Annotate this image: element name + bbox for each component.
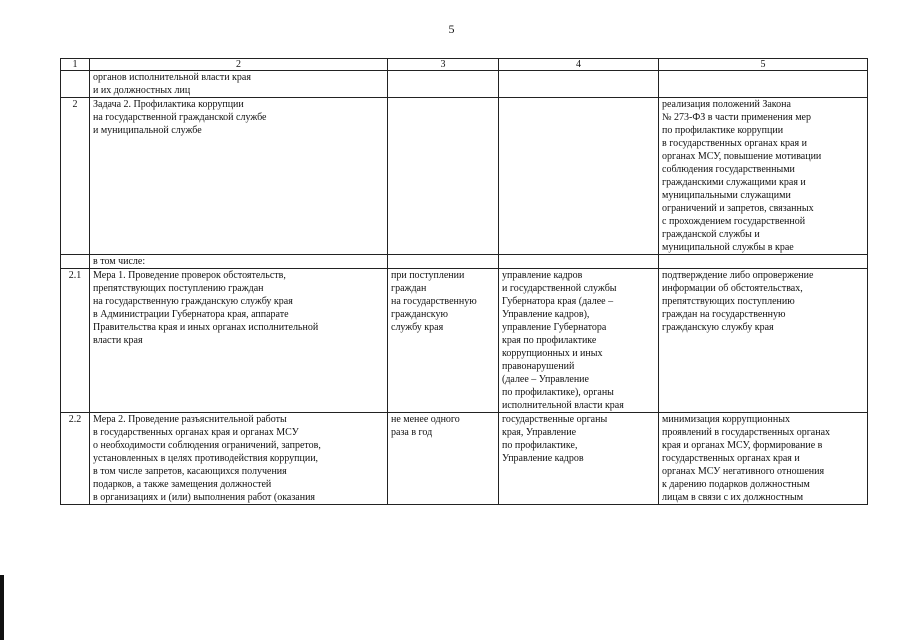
cell-text-line: соблюдения государственными <box>662 164 795 175</box>
cell-text-line: края по профилактике <box>502 335 597 346</box>
row-number-cell <box>61 71 90 98</box>
measure-cell <box>90 255 388 269</box>
cell-text-line: на государственной гражданской службе <box>93 112 267 123</box>
cell-text-line: гражданской службы и <box>662 229 760 240</box>
deadline-cell <box>388 269 499 413</box>
result-cell <box>659 413 868 505</box>
cell-text-line: Правительства края и иных органах исполнительной <box>93 322 319 333</box>
cell-text-line: гражданскую <box>391 309 448 320</box>
cell-text-line: в том числе: <box>93 256 146 267</box>
result-cell <box>659 98 868 255</box>
cell-text-line: по профилактике, <box>502 440 578 451</box>
cell-text-line: установленных в целях противодействия коррупции, <box>93 453 319 464</box>
cell-text-line: края и органах МСУ, формирование в <box>662 440 823 451</box>
cell-text-line: с прохождением государственной <box>662 216 806 227</box>
deadline-cell <box>388 255 499 269</box>
cell-text-line: № 273-ФЗ в части применения мер <box>662 112 811 123</box>
cell-text-line: исполнительной власти края <box>502 400 624 411</box>
cell-text-line: Управление кадров <box>502 453 584 464</box>
cell-text-line: по профилактике коррупции <box>662 125 784 136</box>
cell-text-line: и муниципальной службе <box>93 125 202 136</box>
cell-text-line: Задача 2. Профилактика коррупции <box>93 99 244 110</box>
cell-text-line: органов исполнительной власти края <box>93 72 251 83</box>
responsible-cell <box>499 98 659 255</box>
result-cell <box>659 255 868 269</box>
cell-text-line: в государственных органах края и <box>662 138 807 149</box>
measures-table <box>60 58 868 505</box>
measure-cell <box>90 98 388 255</box>
result-cell <box>659 71 868 98</box>
cell-text-line: и их должностных лиц <box>93 85 191 96</box>
cell-text-line: органах МСУ негативного отношения <box>662 466 825 477</box>
cell-text-line: в государственных органах края и органах МСУ <box>93 427 299 438</box>
cell-text-line: власти края <box>93 335 143 346</box>
cell-text-line: о необходимости соблюдения ограничений, запретов, <box>93 440 321 451</box>
responsible-cell <box>499 269 659 413</box>
cell-text-line: Мера 1. Проведение проверок обстоятельств, <box>93 270 286 281</box>
cell-text-line: управление кадров <box>502 270 583 281</box>
column-header: 4 <box>499 59 659 71</box>
responsible-cell <box>499 255 659 269</box>
table-row <box>61 255 868 269</box>
cell-text-line: Мера 2. Проведение разъяснительной работы <box>93 414 287 425</box>
row-number-cell <box>61 255 90 269</box>
row-number-cell: 2 <box>61 98 90 255</box>
cell-text-line: гражданскую службу края <box>662 322 774 333</box>
cell-text-line: (далее – Управление <box>502 374 589 385</box>
column-header: 5 <box>659 59 868 71</box>
binding-mark <box>0 575 4 640</box>
cell-text-line: подарков, а также замещения должностей <box>93 479 272 490</box>
cell-text-line: в том числе запретов, касающихся получения <box>93 466 287 477</box>
cell-text-line: Управление кадров), <box>502 309 590 320</box>
deadline-cell <box>388 413 499 505</box>
responsible-cell <box>499 71 659 98</box>
cell-text-line: гражданскими служащими края и <box>662 177 806 188</box>
cell-text-line: подтверждение либо опровержение <box>662 270 814 281</box>
cell-text-line: государственные органы <box>502 414 608 425</box>
cell-text-line: при поступлении <box>391 270 465 281</box>
cell-text-line: службу края <box>391 322 444 333</box>
cell-text-line: граждан на государственную <box>662 309 786 320</box>
cell-text-line: ограничений и запретов, связанных <box>662 203 814 214</box>
cell-text-line: к дарению подарков должностным <box>662 479 810 490</box>
cell-text-line: и государственной службы <box>502 283 617 294</box>
measure-cell <box>90 269 388 413</box>
cell-text-line: края, Управление <box>502 427 577 438</box>
result-cell <box>659 269 868 413</box>
column-header: 2 <box>90 59 388 71</box>
cell-text-line: правонарушений <box>502 361 575 372</box>
cell-text-line: проявлений в государственных органах <box>662 427 831 438</box>
cell-text-line: управление Губернатора <box>502 322 607 333</box>
cell-text-line: информации об обстоятельствах, <box>662 283 803 294</box>
cell-text-line: препятствующих поступлению граждан <box>93 283 264 294</box>
cell-text-line: органах МСУ, повышение мотивации <box>662 151 822 162</box>
cell-text-line: муниципальными служащими <box>662 190 791 201</box>
cell-text-line: в Администрации Губернатора края, аппарате <box>93 309 289 320</box>
row-number-cell: 2.1 <box>61 269 90 413</box>
measure-cell <box>90 413 388 505</box>
cell-text-line: на государственную <box>391 296 477 307</box>
column-header: 1 <box>61 59 90 71</box>
cell-text-line: минимизация коррупционных <box>662 414 790 425</box>
cell-text-line: государственных органах края и <box>662 453 800 464</box>
cell-text-line: лицам в связи с их должностным <box>662 492 804 503</box>
deadline-cell <box>388 71 499 98</box>
column-header: 3 <box>388 59 499 71</box>
cell-text-line: не менее одного <box>391 414 460 425</box>
cell-text-line: Губернатора края (далее – <box>502 296 614 307</box>
table-row <box>61 98 868 255</box>
cell-text-line: препятствующих поступлению <box>662 296 795 307</box>
cell-text-line: раза в год <box>391 427 433 438</box>
cell-text-line: по профилактике), органы <box>502 387 614 398</box>
cell-text-line: реализация положений Закона <box>662 99 791 110</box>
table-header-row <box>61 59 868 71</box>
responsible-cell <box>499 413 659 505</box>
table-row <box>61 269 868 413</box>
cell-text-line: граждан <box>391 283 427 294</box>
table-row <box>61 71 868 98</box>
row-number-cell: 2.2 <box>61 413 90 505</box>
cell-text-line: коррупционных и иных <box>502 348 603 359</box>
page-number: 5 <box>448 22 455 36</box>
table-row <box>61 413 868 505</box>
cell-text-line: муниципальной службы в крае <box>662 242 794 253</box>
cell-text-line: в организациях и (или) выполнения работ (оказания <box>93 492 316 503</box>
deadline-cell <box>388 98 499 255</box>
measure-cell <box>90 71 388 98</box>
cell-text-line: на государственную гражданскую службу края <box>93 296 293 307</box>
